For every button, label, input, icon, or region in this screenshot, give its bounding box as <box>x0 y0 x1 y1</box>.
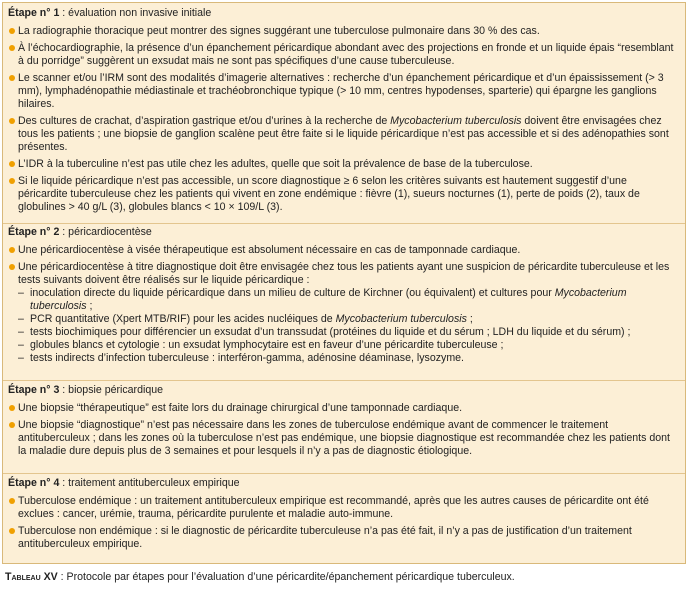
step-4 <box>8 477 679 555</box>
list-item: Une péricardiocentèse à visée thérapeutique est absolument nécessaire en cas de tamponnade cardiaque. <box>8 244 679 257</box>
bullet-icon <box>9 405 15 411</box>
bullet-icon <box>9 118 15 124</box>
divider <box>3 380 685 381</box>
list-item: Une biopsie “thérapeutique” est faite lors du drainage chirurgical d’une tamponnade cardiaque. <box>8 402 679 415</box>
bullet-icon <box>9 498 15 504</box>
list-item: L’IDR à la tuberculine n’est pas utile chez les adultes, quelle que soit la prévalence de base de la tuberculose. <box>8 158 679 171</box>
bullet-icon <box>9 264 15 270</box>
step-2 <box>8 226 679 365</box>
list-item: La radiographie thoracique peut montrer des signes suggérant une tuberculose pulmonaire dans 30 % des cas. <box>8 25 679 38</box>
bullet-icon <box>9 28 15 34</box>
bullet-icon <box>9 161 15 167</box>
step-heading: Étape n° 4 : traitement antituberculeux empirique <box>8 477 240 489</box>
step-1 <box>8 7 679 218</box>
table-caption: Tableau XV : Protocole par étapes pour l’évaluation d’une péricardite/épanchement péricardique tuberculeux. <box>5 571 515 583</box>
sub-item: – globules blancs et cytologie : un exsudat lymphocytaire est en faveur d’une péricardite tuberculeuse ; <box>18 339 504 351</box>
step-heading: Étape n° 2 : péricardiocentèse <box>8 226 152 238</box>
step-heading: Étape n° 1 : évaluation non invasive initiale <box>8 7 212 19</box>
bullet-icon <box>9 528 15 534</box>
divider <box>3 223 685 224</box>
step-heading: Étape n° 3 : biopsie péricardique <box>8 384 163 396</box>
list-item: Une biopsie “diagnostique” n’est pas nécessaire dans les zones de tuberculose endémique avant de commencer le traitement antituberculeux ; dans les zones où la tuberculose n’est pas endémique, une biopsie diagnostique est recommandée chez les patients dont la maladie dure depuis plus de 3 semaines et pour lesquels il n’y a pas de diagnostic étiologique. <box>8 419 679 458</box>
sub-item: – tests indirects d’infection tuberculeuse : interféron-gamma, adénosine déaminase, lysozyme. <box>18 352 464 364</box>
sub-item: – PCR quantitative (Xpert MTB/RIF) pour les acides nucléiques de Mycobacterium tuberculosis ; <box>18 313 473 325</box>
bullet-icon <box>9 247 15 253</box>
protocol-table <box>2 2 686 564</box>
list-item: Si le liquide péricardique n’est pas accessible, un score diagnostique ≥ 6 selon les critères suivants est hautement suggestif d’une péricardite tuberculeuse chez les patients qui vivent en zone endémique : fièvre (1), sueurs nocturnes (1), perte de poids (2), taux de globulines > 40 g/L (3), globules blancs < 10 × 109/L (3). <box>8 175 679 214</box>
bullet-icon <box>9 178 15 184</box>
list-item: Des cultures de crachat, d’aspiration gastrique et/ou d’urines à la recherche de Mycobacterium tuberculosis doivent être envisagées chez tous les patients ; une biopsie de ganglion scalène peut être faite si le liquide péricardique n’est pas accessible et si des adénopathies sont présentes. <box>8 115 679 154</box>
list-item: Tuberculose non endémique : si le diagnostic de péricardite tuberculeuse n’a pas été fait, il n’y a pas de justification d’un traitement antituberculeux empirique. <box>8 525 679 551</box>
list-item: Tuberculose endémique : un traitement antituberculeux empirique est recommandé, après que les autres causes de péricardite ont été exclues : cancer, urémie, trauma, péricardite purulente et maladie auto-immune. <box>8 495 679 521</box>
bullet-icon <box>9 45 15 51</box>
list-item: À l’échocardiographie, la présence d’un épanchement péricardique abondant avec des projections en fronde et un liquide épais “resemblant à du porridge” suggèrent un exsudat mais ne sont pas spécifiques d’une cause tuberculeuse. <box>8 42 679 68</box>
bullet-icon <box>9 75 15 81</box>
sub-item: – inoculation directe du liquide péricardique dans un milieu de culture de Kirchner (ou équivalent) et cultures pour Mycobacterium tuberculosis ; <box>18 287 627 312</box>
list-item: Une péricardiocentèse à titre diagnostique doit être envisagée chez tous les patients ayant une suspicion de péricardite tuberculeuse et les tests suivants doivent être réalisés sur le liquide péricardique : <box>8 261 679 287</box>
list-item: Le scanner et/ou l’IRM sont des modalités d’imagerie alternatives : recherche d’un épanchement péricardique et d’un épaississement (> 3 mm), lymphadénopathie médiastinale et trachéobronchique typique (> 10 mm, centres hypodenses, sparterie) qui épargne les ganglions hilaires. <box>8 72 679 111</box>
sub-item: – tests biochimiques pour différencier un exsudat d’un transsudat (protéines du liquide et du sérum ; LDH du liquide et du sérum) ; <box>18 326 631 338</box>
bullet-icon <box>9 422 15 428</box>
step-3 <box>8 384 679 462</box>
divider <box>3 473 685 474</box>
